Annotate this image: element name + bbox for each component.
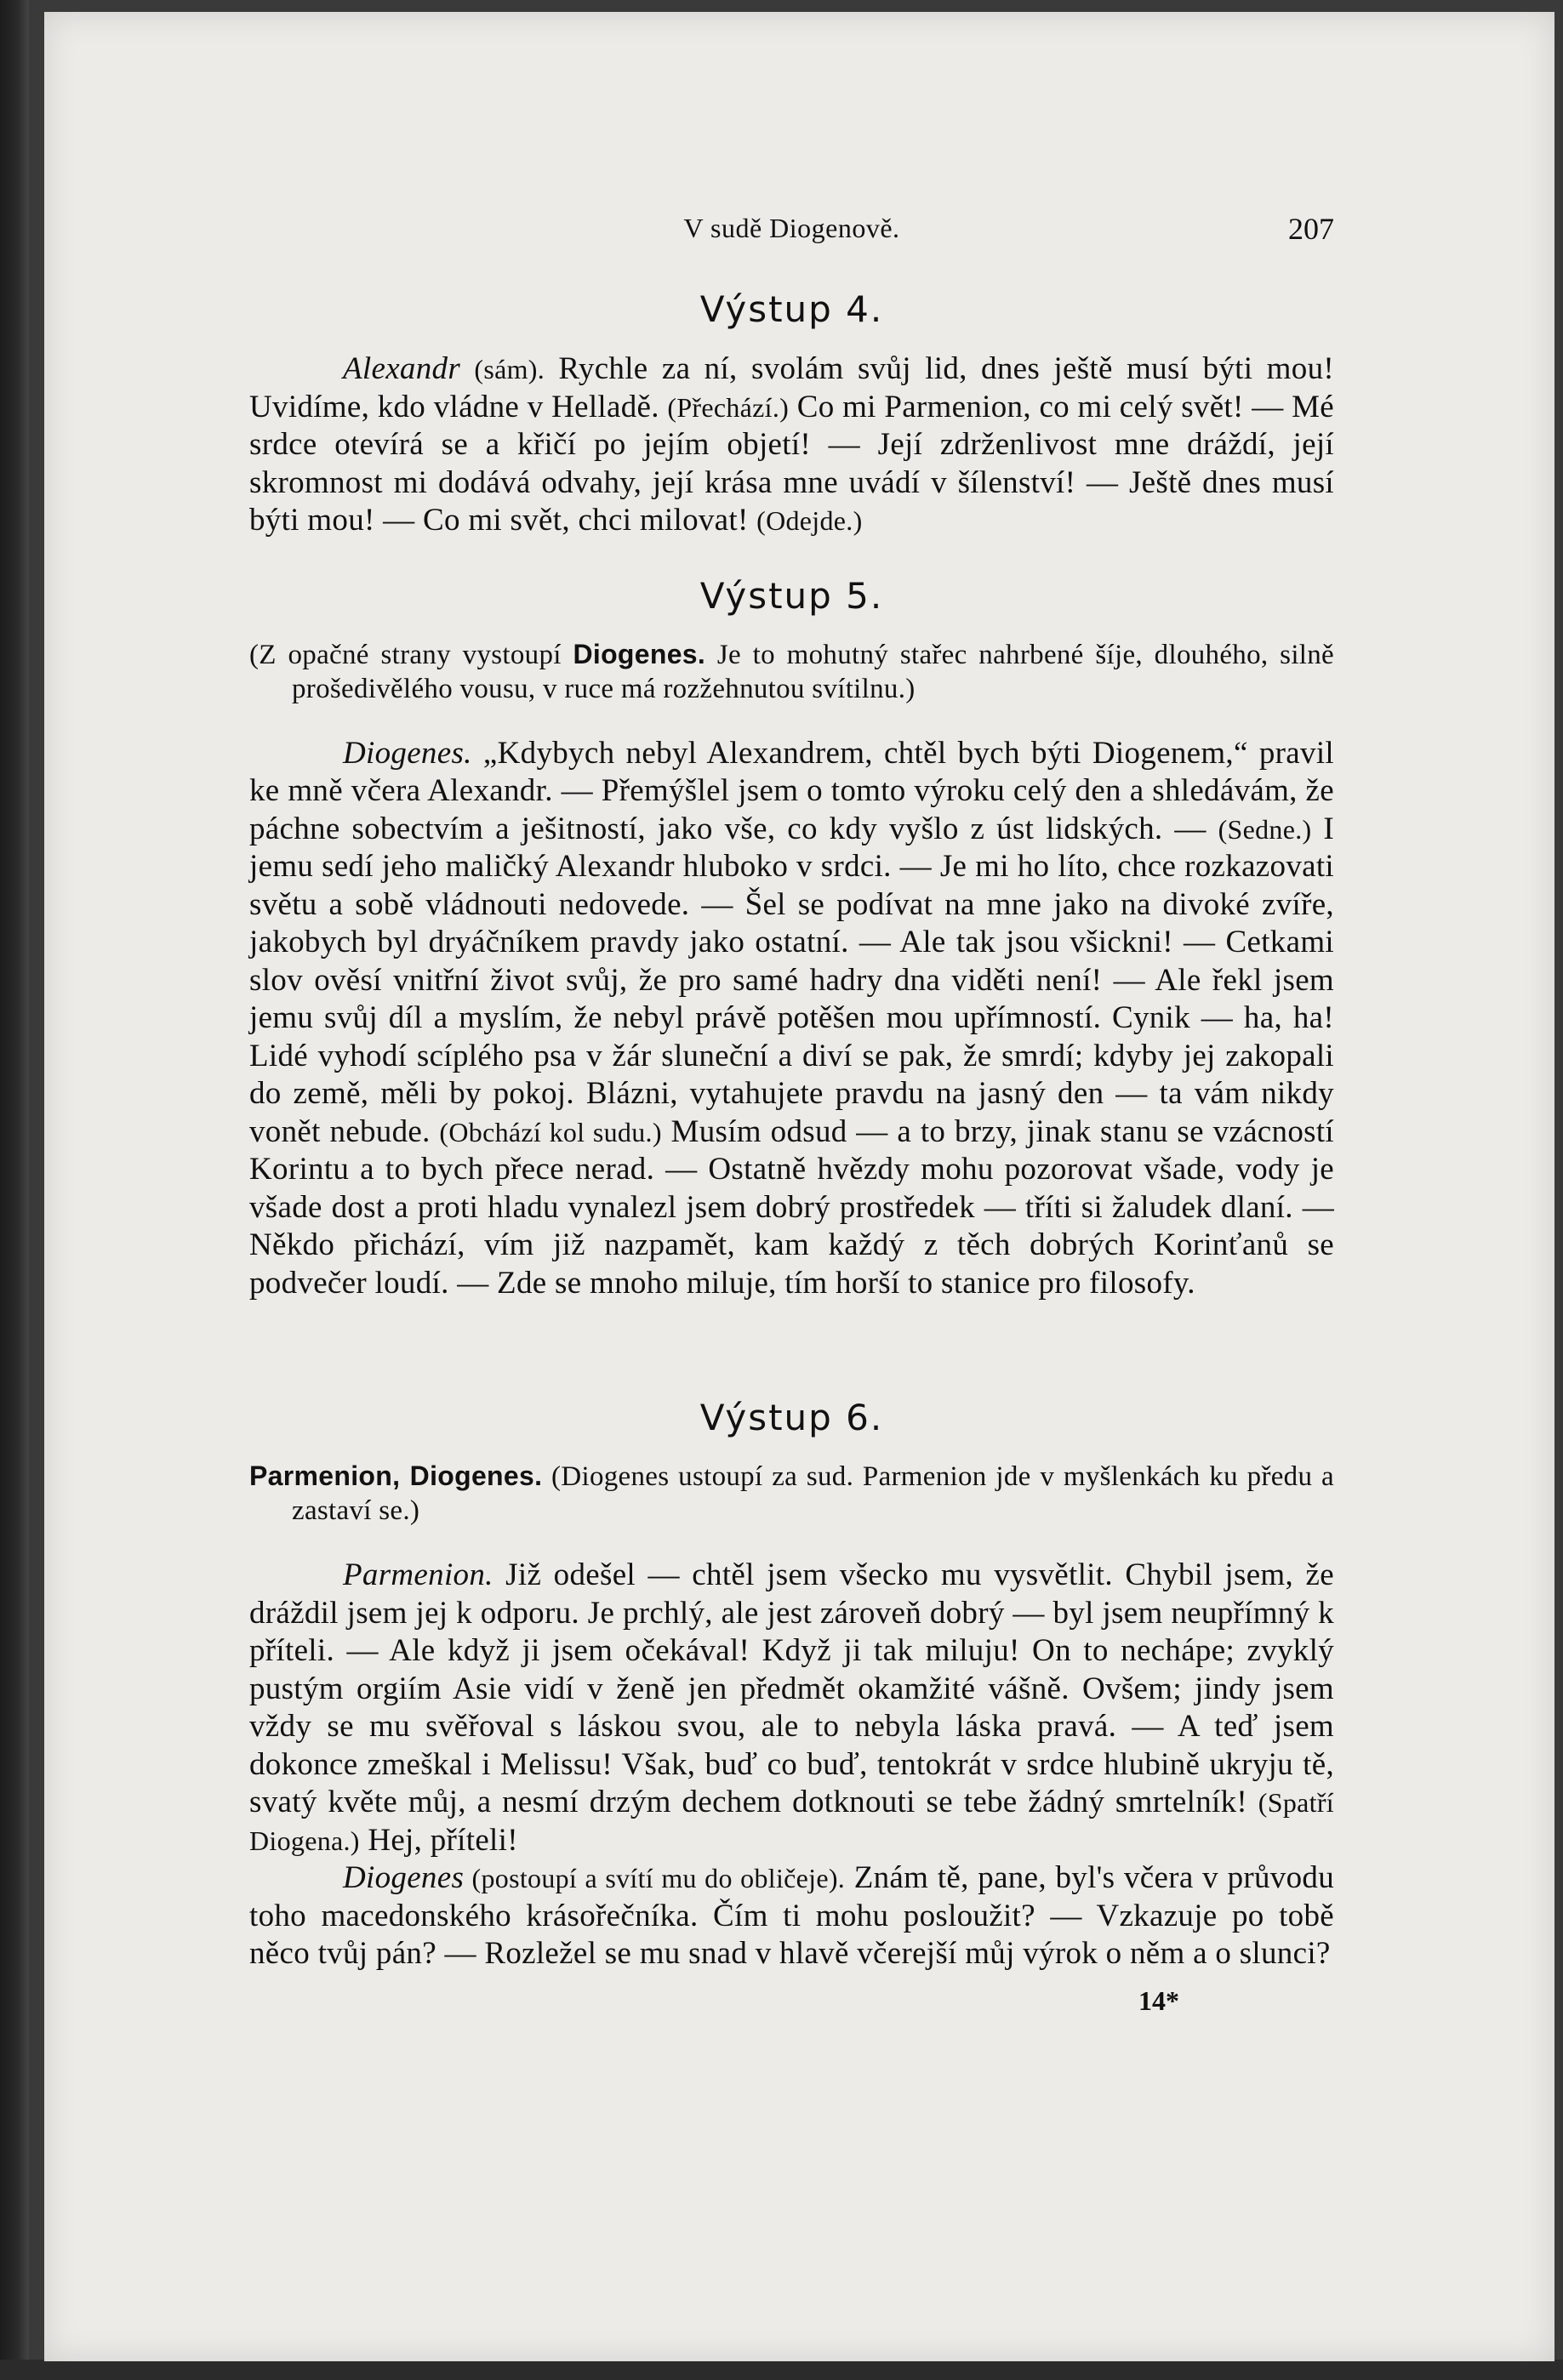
scene-5-stage-intro xyxy=(249,637,1334,706)
speech-text: Znám tě, pane, byl's včera v průvodu toho macedonského krásořečníka. Čím ti mohu posloužit? — Vzkazuje po tobě něco tvůj pán? — Rozležel se mu snad v hlavě včerejší můj výrok o něm a o slunci? xyxy=(249,1860,1334,1971)
stage-direction: (Odejde.) xyxy=(756,505,863,536)
page-number: 207 xyxy=(1288,212,1334,246)
book-page xyxy=(44,12,1554,2361)
stage-direction: Je to mohutný stařec nahrbené šíje, dlouhého, silně prošedivělého vousu, v ruce má rozžehnutou svítilnu.) xyxy=(292,639,1335,704)
scene-6-stage-intro xyxy=(249,1459,1334,1528)
character-names: Parmenion, Diogenes. xyxy=(249,1460,543,1491)
stage-direction: (Sedne.) xyxy=(1218,813,1312,845)
scene-5-heading: Výstup 5. xyxy=(699,574,884,617)
scan-shadow-bottom xyxy=(0,2360,1563,2380)
stage-direction: (Spatří Diogena.) xyxy=(249,1787,1334,1856)
stage-direction: (Z opačné strany vystoupí xyxy=(249,639,573,670)
signature-mark-row xyxy=(249,1973,1334,2024)
speaker-name: Diogenes xyxy=(343,1860,465,1895)
speech-text: Musím odsud — a to brzy, jinak stanu se vzácností Korintu a to bych přece nerad. — Ostatně hvězdy mohu pozorovat všade, vody je všade dost a proti hladu vynalezl jsem dobrý prostředek — tříti si žaludek dlaní. — Někdo přichází, vím již nazpamět, kam každý z těch dobrých Korinťanů se podvečer loudí. — Zde se mnoho miluje, tím horší to stanice pro filosofy. xyxy=(249,1113,1334,1301)
scene-6-heading: Výstup 6. xyxy=(699,1397,884,1438)
stage-direction: (Obchází kol sudu.) xyxy=(439,1116,662,1147)
speaker-name: Diogenes. xyxy=(343,735,472,771)
scene-6-speech-parmenion xyxy=(249,1557,1334,1859)
scene-5-speech xyxy=(249,735,1334,1303)
speech-text: „Kdybych nebyl Alexandrem, chtěl bych býti Diogenem,“ pravil ke mně včera Alexandr. — Přemýšlel jsem o tomto výroku celý den a shledávám, že páchne sobectvím a ješitností, jako vše, co kdy vyšlo z úst lidských. — xyxy=(249,735,1334,846)
page-content xyxy=(249,202,1334,2024)
speaker-name: Parmenion. xyxy=(343,1557,493,1592)
stage-direction: (postoupí a svítí mu do obličeje). xyxy=(464,1863,846,1893)
speech-text: Co mi Parmenion, co mi celý svět! — Mé srdce otevírá se a křičí po jejím objetí! — Její zdrženlivost mne dráždí, její skromnost mi dodává odvahy, její krása mne uvádí v šílenství! — Ještě dnes musí býti mou! — Co mi svět, chci milovat! xyxy=(249,389,1335,538)
speech-text: Již odešel — chtěl jsem všecko mu vysvětlit. Chybil jsem, že dráždil jsem jej k odporu. Je prchlý, ale jest zároveň dobrý — byl jsem neupřímný k příteli. — Ale když ji jsem očekával! Když ji tak miluju! On to nechápe; zvyklý pustým orgiím Asie vidí v ženě jen předmět okamžité vášně. Ovšem; jindy jsem vždy se mu svěřoval s láskou svou, ale to nebyla láska pravá. — A teď jsem dokonce zmeškal i Melissu! Však, buď co buď, tentokrát v srdce hlubině ukryju tě, svatý květe můj, a nesmí drzým dechem dotknouti se tebe žádný smrtelník! xyxy=(249,1557,1334,1819)
speech-text: I jemu sedí jeho maličký Alexandr hluboko v srdci. — Je mi ho líto, chce rozkazovati světu a sobě vládnouti nedovede. — Šel se podívat na mne jako na divoké zvíře, jakobych byl dryáčníkem pravdy jako ostatní. — Ale tak jsou všickni! — Cetkami slov ověsí vnitřní život svůj, že pro samé hadry dna viděti není! — Ale řekl jsem jemu svůj díl a myslím, že nebyl právě potěšen mou upřímností. Cynik — ha, ha! Lidé vyhodí scíplého psa v žár sluneční a diví se pak, že smrdí; kdyby jej zakopali do země, měli by pokoj. Blázni, vytahujete pravdu na jasný den — ta vám nikdy vonět nebude. xyxy=(249,811,1334,1149)
stage-direction: (Diogenes ustoupí za sud. Parmenion jde v myšlenkách ku předu a zastaví se.) xyxy=(292,1461,1334,1526)
speaker-name: Alexandr xyxy=(343,351,461,386)
scene-6-speech-diogenes xyxy=(249,1859,1334,1973)
signature-mark: 14* xyxy=(1138,1984,1179,2016)
running-head xyxy=(249,202,1334,253)
scene-4-speech xyxy=(249,350,1334,540)
stage-direction: (Přechází.) xyxy=(667,391,790,423)
scan-shadow-left xyxy=(0,0,29,2380)
scene-4-heading: Výstup 4. xyxy=(699,288,884,330)
speech-text: Rychle za ní, svolám svůj lid, dnes ještě musí býti mou! Uvidíme, kdo vládne v Helladě. xyxy=(249,351,1334,424)
speech-text: Hej, příteli! xyxy=(359,1822,518,1858)
stage-direction: (sám). xyxy=(474,354,545,384)
running-title: V sudě Diogenově. xyxy=(683,213,900,243)
character-name: Diogenes. xyxy=(573,638,706,669)
